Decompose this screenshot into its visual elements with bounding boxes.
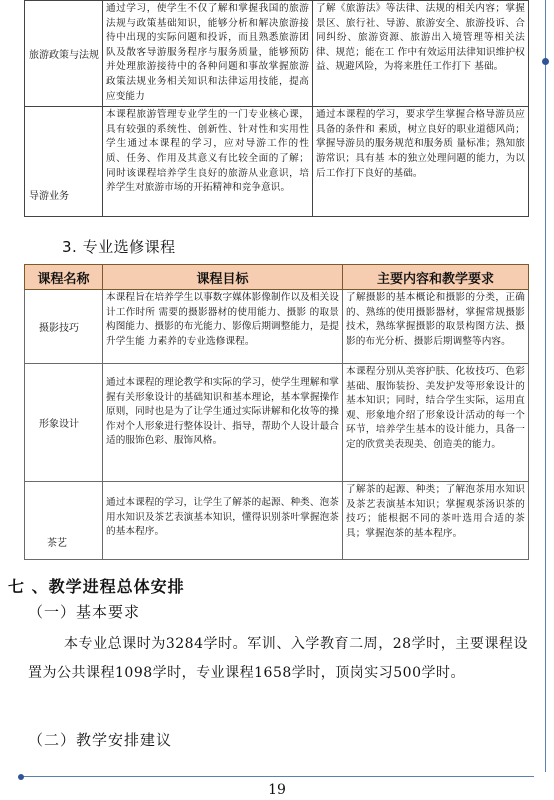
- course-name-cell: 形象设计: [25, 364, 103, 482]
- sub-heading-teaching-suggestions: （二）教学安排建议: [28, 731, 173, 749]
- header-course-content: 主要内容和教学要求: [343, 265, 529, 290]
- course-goal-cell: 本课程旅游管理专业学生的一门专业核心课，具有较强的系统性、创新性、针对性和实用性学生通过本课程的学习，应对导游工作的性质、任务、作用及其意义有比较全面的了解；同时该课程培养学生良好的旅游从业意识，培养学生对旅游市场的开拓精神和竞争意识。: [103, 107, 313, 217]
- course-goal-cell: 通过本课程的学习，让学生了解茶的起源、种类、泡茶用水知识及茶艺表演基本知识，懂得识别茶叶掌握泡茶的基本程序。: [103, 482, 343, 560]
- page-number: 19: [268, 782, 286, 798]
- core-course-table-continued: [24, 0, 529, 217]
- chapter-heading: 七 、教学进程总体安排: [8, 577, 185, 596]
- table-row: [25, 290, 529, 364]
- section-heading-elective: 3. 专业选修课程: [62, 238, 176, 256]
- course-content-cell: 通过本课程的学习，要求学生掌握合格导游员应具备的条件和 素质，树立良好的职业道德风尚； 掌握导游员的服务规范和服务质 量标准；熟知旅游常识；具有基 本的独立处理问题的能力，为以 后工作打下良好的基础。: [313, 107, 529, 217]
- footer-rule: [20, 776, 534, 777]
- course-goal-cell: 通过学习，使学生不仅了解和掌握我国的旅游法规与政策基础知识，能够分析和解决旅游接待中出现的实际问题和投诉，而且熟悉旅游团队及散客导游服务程序与服务质量，能够预防并处理旅游接待中的各种问题和事故掌握旅游政策法规业务相关知识和法律运用技能，提高应变能力: [103, 1, 313, 107]
- elective-course-table: [24, 264, 529, 560]
- table-row: [25, 107, 529, 217]
- right-margin-dot: [542, 58, 549, 65]
- course-name-cell: 旅游政策与法规: [25, 1, 103, 107]
- table-header-row: [25, 265, 529, 290]
- header-course-goal: 课程目标: [103, 265, 343, 290]
- course-name-cell: 茶艺: [25, 482, 103, 560]
- course-goal-cell: 通过本课程的理论教学和实际的学习，使学生理解和掌握有关形象设计的基础知识和基本理论，基本掌握操作原则，同时也是为了让学生通过实际讲解和化妆等的操作对个人形象进行整体设计、指导，帮助个人设计最合适的服饰色彩、服饰风格。: [103, 364, 343, 482]
- course-content-cell: 了解《旅游法》等法律、法规的相关内容；掌握景区、旅行社、导游、旅游安全、旅游投诉、合 同纠纷、旅游资源、旅游出入境管理等相关法律、规范；能在工 作中有效运用法律知识维护权益、规避风险，为将来胜任工作打下 基础。: [313, 1, 529, 107]
- header-course-name: 课程名称: [25, 265, 103, 290]
- course-name-cell: 摄影技巧: [25, 290, 103, 364]
- table-row: [25, 364, 529, 482]
- table-row: [25, 1, 529, 107]
- course-content-cell: 了解摄影的基本概论和摄影的分类，正确的、熟练的使用摄影器材，掌握常规摄影技术，熟练掌握摄影的取景构图方法、摄影的布光分析、摄影后期调整等内容。: [343, 290, 529, 364]
- course-goal-cell: 本课程旨在培养学生以事数字媒体影像制作以及相关设计工作时所 需要的摄影器材的使用能力、摄影 的取景构图能力、摄影的布光能力、影像后期调整能力，是提升学生能 力素养的专业选修课程。: [103, 290, 343, 364]
- sub-heading-basic-requirements: （一）基本要求: [28, 603, 141, 621]
- course-name-cell: 导游业务: [25, 107, 103, 217]
- body-paragraph: 本专业总课时为3284学时。军训、入学教育二周，28学时，主要课程设置为公共课程1098学时，专业课程1658学时，顶岗实习500学时。: [28, 636, 528, 681]
- course-content-cell: 本课程分别从美容护肤、化妆技巧、色彩基础、服饰装扮、美发护发等形象设计的基本知识；同时，结合学生实际，运用直观、形象地介绍了形象设计活动的每一个环节，培养学生基本的设计能力，具备一定的欣赏美表现美、创造美的能力。: [343, 364, 529, 482]
- footer-dot: [18, 774, 24, 780]
- table-row: [25, 482, 529, 560]
- right-margin-rule: [545, 0, 546, 772]
- course-content-cell: 了解茶的起源、种类；了解泡茶用水知识及茶艺表演基本知识；掌握观茶汤识茶的技巧；能根据不同的茶叶选用合适的茶具；掌握泡茶的基本程序。: [343, 482, 529, 560]
